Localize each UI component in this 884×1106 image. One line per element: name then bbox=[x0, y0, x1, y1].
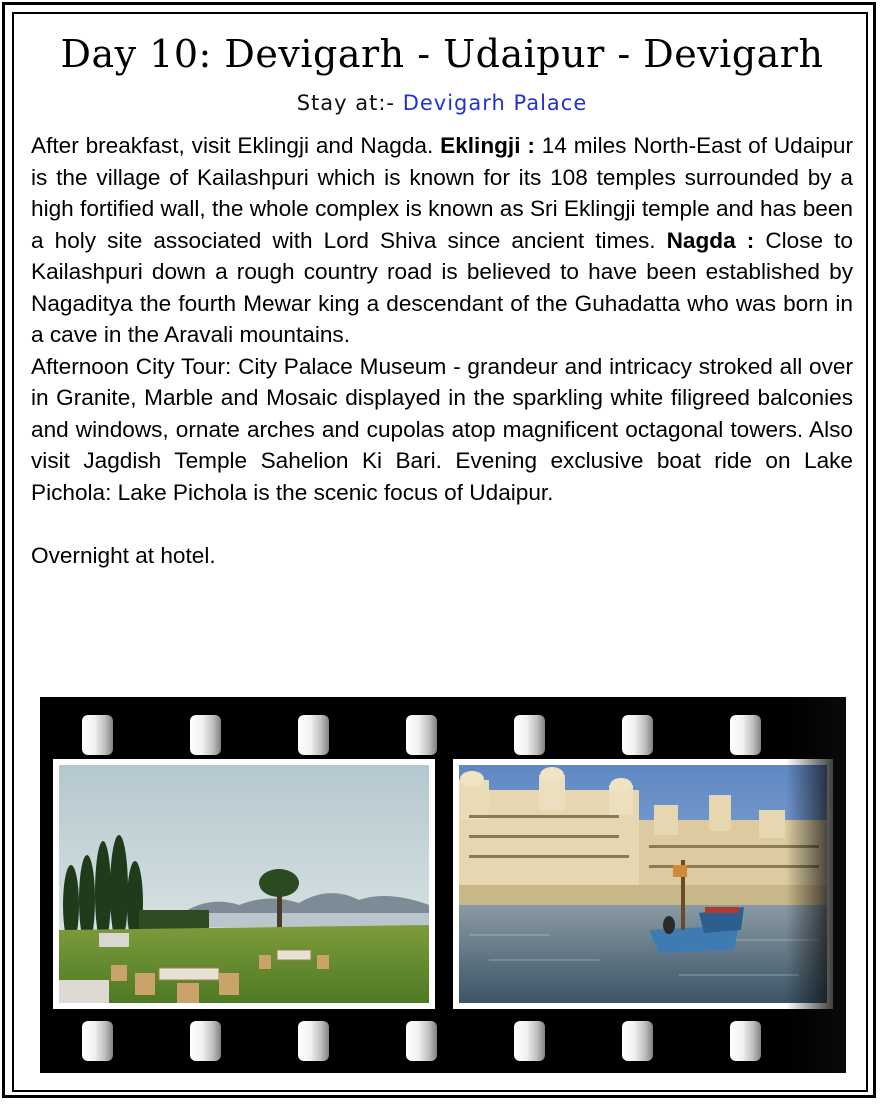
photo-lake-palace bbox=[453, 759, 833, 1009]
sprocket-hole bbox=[82, 1021, 113, 1061]
page-title: Day 10: Devigarh - Udaipur - Devigarh bbox=[60, 32, 824, 76]
eklingji-text: 14 miles North-East of Udaipur is the village of Kailashpuri which is known for its 108 temples surrounded by a high fortified wall, the whole complex is known as Sri Eklingji temple and has been a holy site associated with Lord Shiva since ancient times. bbox=[31, 133, 853, 253]
photo-garden-lawn bbox=[53, 759, 435, 1009]
hotel-name: Devigarh Palace bbox=[402, 91, 588, 115]
sprocket-hole bbox=[730, 715, 761, 755]
eklingji-label: Eklingji : bbox=[440, 133, 535, 158]
sprocket-hole bbox=[622, 1021, 653, 1061]
sprocket-hole bbox=[190, 1021, 221, 1061]
itinerary-text bbox=[31, 130, 853, 571]
paragraph-eklingji-nagda bbox=[31, 130, 853, 351]
stay-line bbox=[0, 91, 884, 115]
nagda-text: Close to Kailashpuri down a rough country road is believed to have been established by Nagaditya the fourth Mewar king a descendant of the Guhadatta who was born in a cave in the Aravali mountains. bbox=[31, 227, 853, 347]
filmstrip bbox=[40, 697, 846, 1073]
sprocket-hole bbox=[514, 715, 545, 755]
sprocket-hole bbox=[622, 715, 653, 755]
sprocket-hole bbox=[82, 715, 113, 755]
sprocket-hole bbox=[298, 715, 329, 755]
sprocket-hole bbox=[406, 715, 437, 755]
stay-label: Stay at:- bbox=[296, 91, 396, 115]
intro-text: After breakfast, visit Eklingji and Nagda. bbox=[31, 133, 441, 158]
sprocket-hole bbox=[730, 1021, 761, 1061]
sprocket-hole bbox=[190, 715, 221, 755]
paragraph-city-tour: Afternoon City Tour: City Palace Museum - grandeur and intricacy stroked all over in Granite, Marble and Mosaic displayed in the sparkling white filigreed balconies and windows, ornate arches and cupolas atop magnificent octagonal towers. Also visit Jagdish Temple Sahelion Ki Bari. Evening exclusive boat ride on Lake Pichola: Lake Pichola is the scenic focus of Udaipur. bbox=[31, 353, 853, 505]
sprocket-hole bbox=[514, 1021, 545, 1061]
sprocket-hole bbox=[406, 1021, 437, 1061]
blank-line bbox=[31, 508, 853, 540]
nagda-label: Nagda : bbox=[666, 227, 755, 253]
sprocket-hole bbox=[298, 1021, 329, 1061]
film-edge-fade bbox=[786, 697, 846, 1073]
paragraph-overnight: Overnight at hotel. bbox=[31, 542, 216, 568]
